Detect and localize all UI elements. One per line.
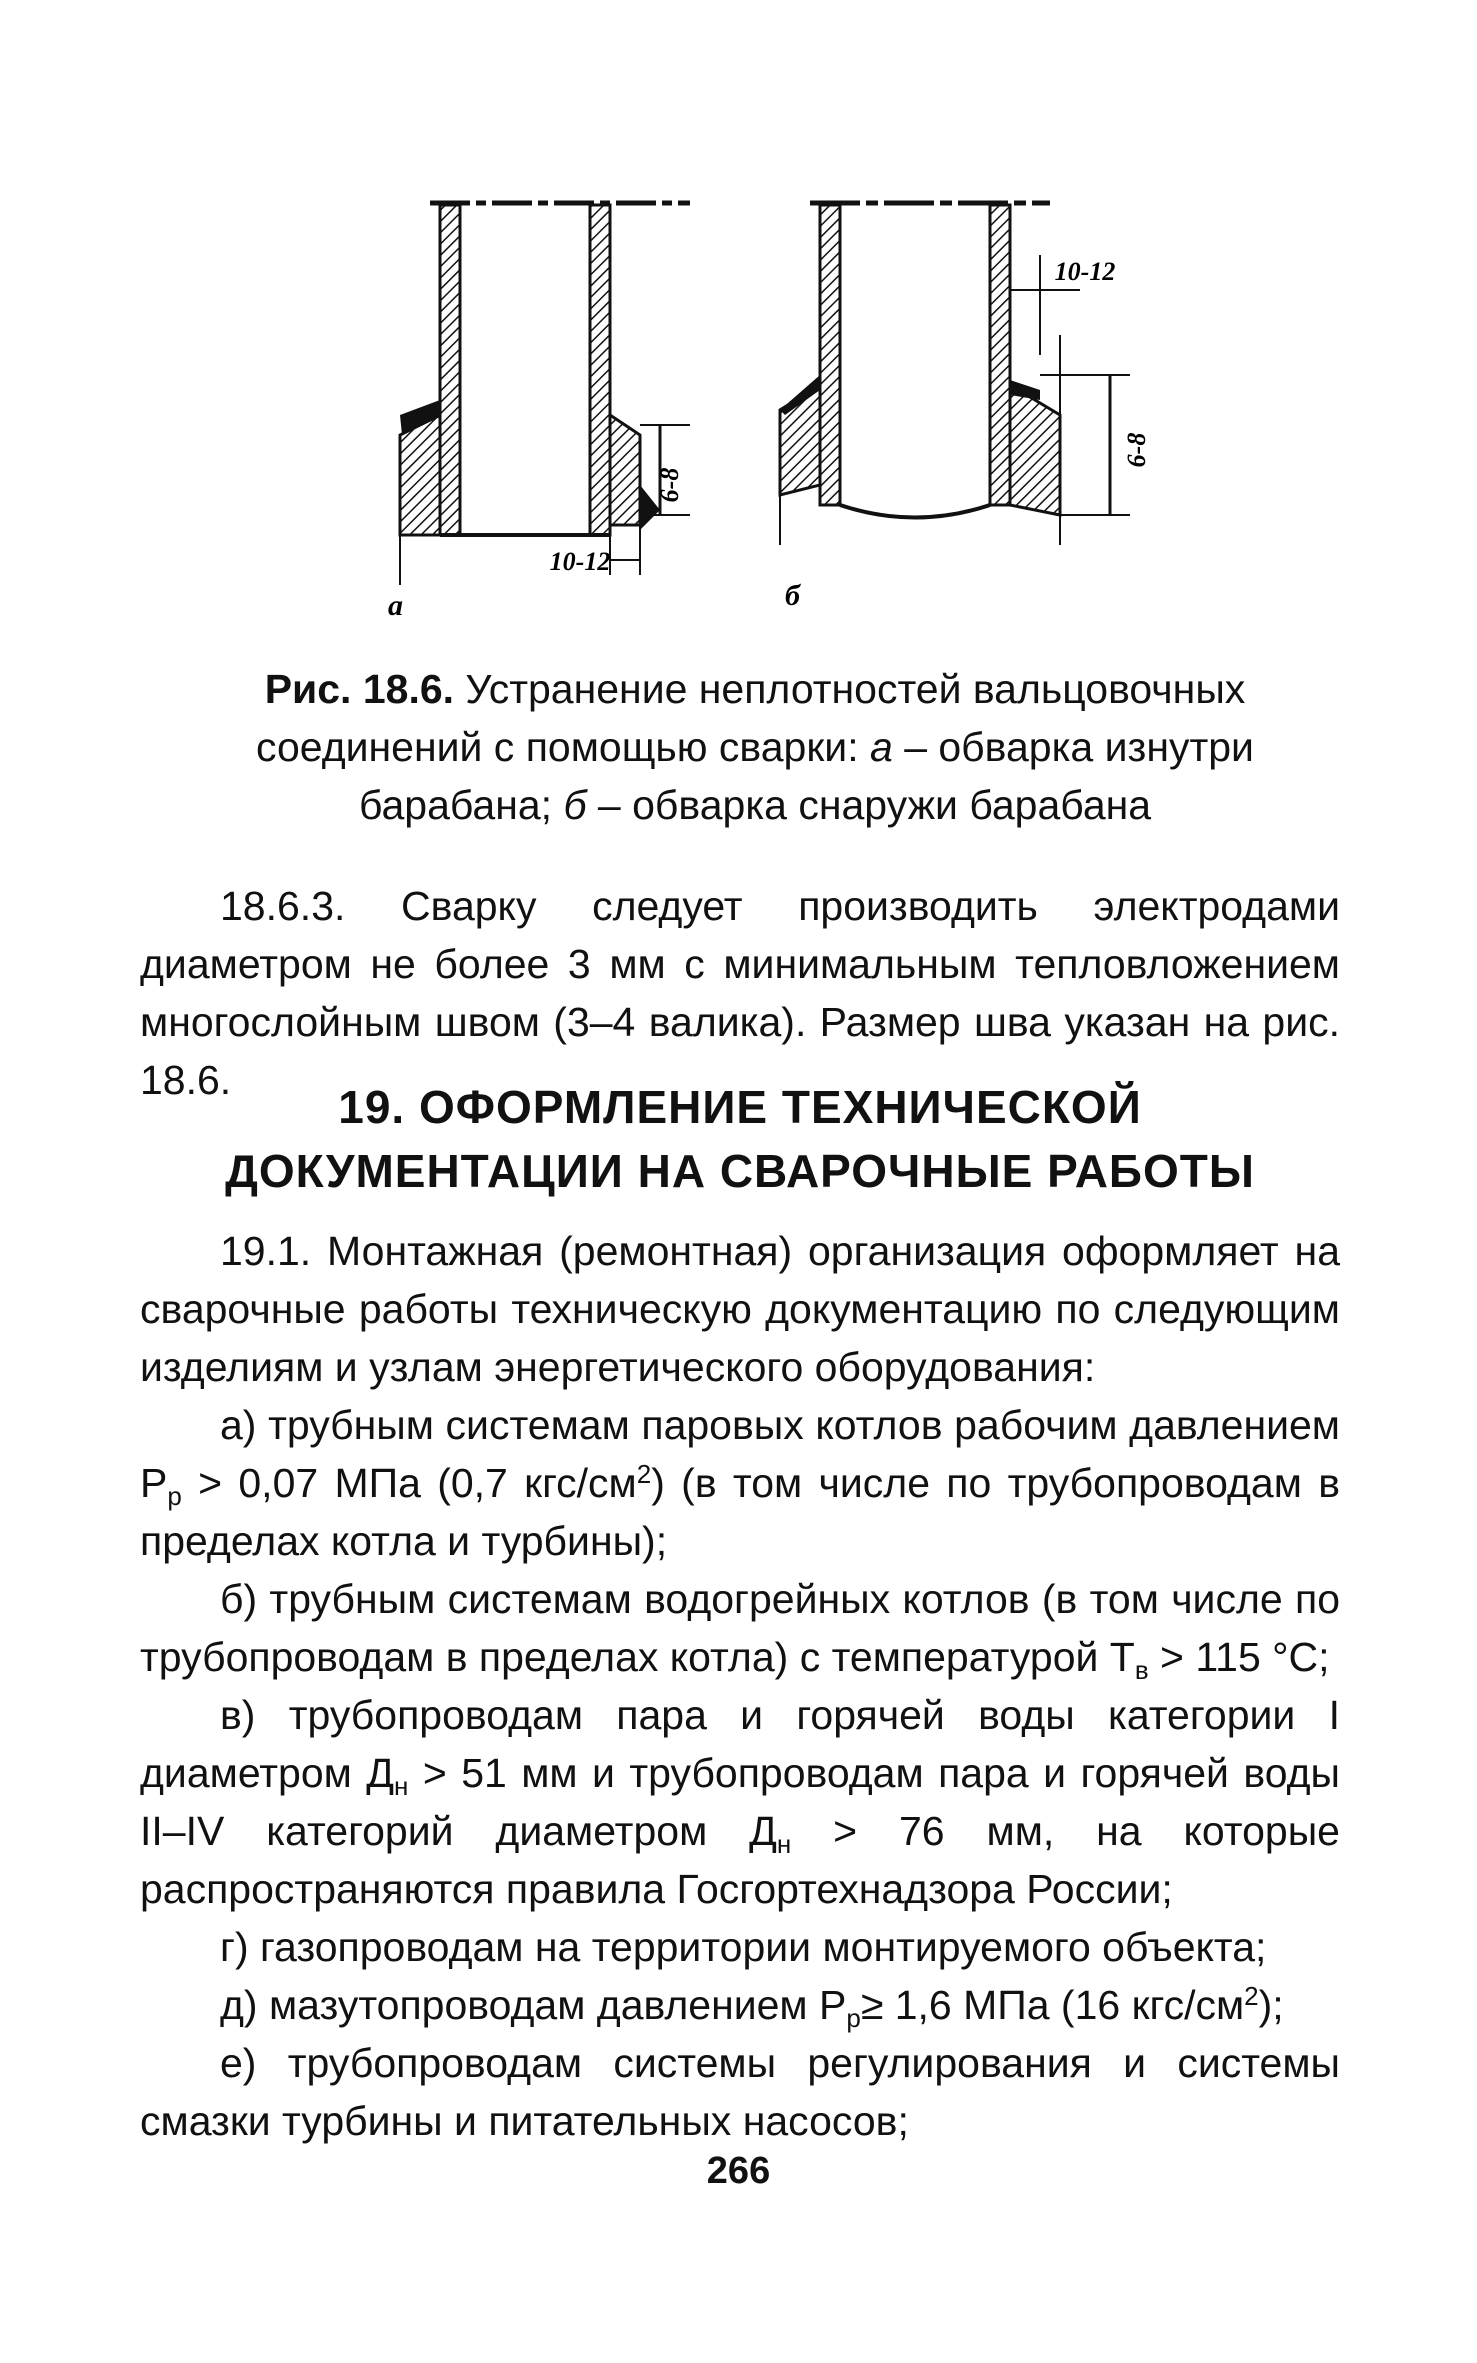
caption-a-letter: а <box>869 724 893 770</box>
figure-caption <box>230 660 1280 834</box>
caption-b-text: – обварка снаружи барабана <box>586 782 1152 828</box>
list-item-v: в) трубопроводам пара и горячей воды категории I диаметром $Д_н > 51$ мм и трубопроводам пара и горячей воды II–IV категорий диаметром $Д_н > 76$ мм, на которые распространяются правила Госгортехнадзора России; <box>140 1692 1340 1912</box>
diagram-a <box>400 203 690 585</box>
list-item-e: е) трубопроводам системы регулирования и системы смазки турбины и питательных насосов; <box>140 2040 1340 2144</box>
list-item-b: б) трубным системам водогрейных котлов (в том числе по трубопроводам в пределах котла) с температурой $Т_в > 115$ °С; <box>140 1576 1340 1685</box>
dim-b-height: 6-8 <box>1122 432 1151 468</box>
label-a: а <box>388 589 403 622</box>
list-item-g: г) газопроводам на территории монтируемого объекта; <box>220 1924 1267 1970</box>
label-b: б <box>785 579 800 612</box>
diagram-b <box>780 203 1130 545</box>
paragraph-19-1: 19.1. Монтажная (ремонтная) организация оформляет на сварочные работы техническую документацию по следующим изделиям и узлам энергетического оборудования: <box>140 1228 1340 1390</box>
list-item-a: а) трубным системам паровых котлов рабочим давлением $P_р > 0,07$ МПа (0,7 кгс/$см^2$) (в том числе по трубопроводам в пределах котла и турбины); <box>140 1402 1340 1564</box>
caption-a-text: – обварка изнутри барабана; <box>358 724 1254 828</box>
list-item-d: д) мазутопроводам давлением $Р_р\ge 1,6$ МПа (16 кгс/$см^2$); <box>220 1981 1284 2033</box>
dim-b-width: 10-12 <box>1054 257 1116 286</box>
weld-diagram-figure <box>340 185 1170 625</box>
caption-b-letter: б <box>563 782 587 828</box>
dim-a-width: 10-12 <box>549 547 611 576</box>
page-number: 266 <box>706 2150 771 2192</box>
dim-a-height: 6-8 <box>655 467 684 503</box>
paragraph-18-6-3: 18.6.3. Сварку следует производить электродами диаметром не более 3 мм с минимальным тепловложением многослойным швом (3–4 валика). Размер шва указан на рис. 18.6. <box>140 883 1340 1103</box>
caption-number: Рис. 18.6. <box>264 666 455 712</box>
caption-text: Устранение неплотностей вальцовочных соединений с помощью сварки: <box>256 666 1246 770</box>
section-heading: 19. ОФОРМЛЕНИЕ ТЕХНИЧЕСКОЙ ДОКУМЕНТАЦИИ НА СВАРОЧНЫЕ РАБОТЫ <box>225 1081 1255 1197</box>
